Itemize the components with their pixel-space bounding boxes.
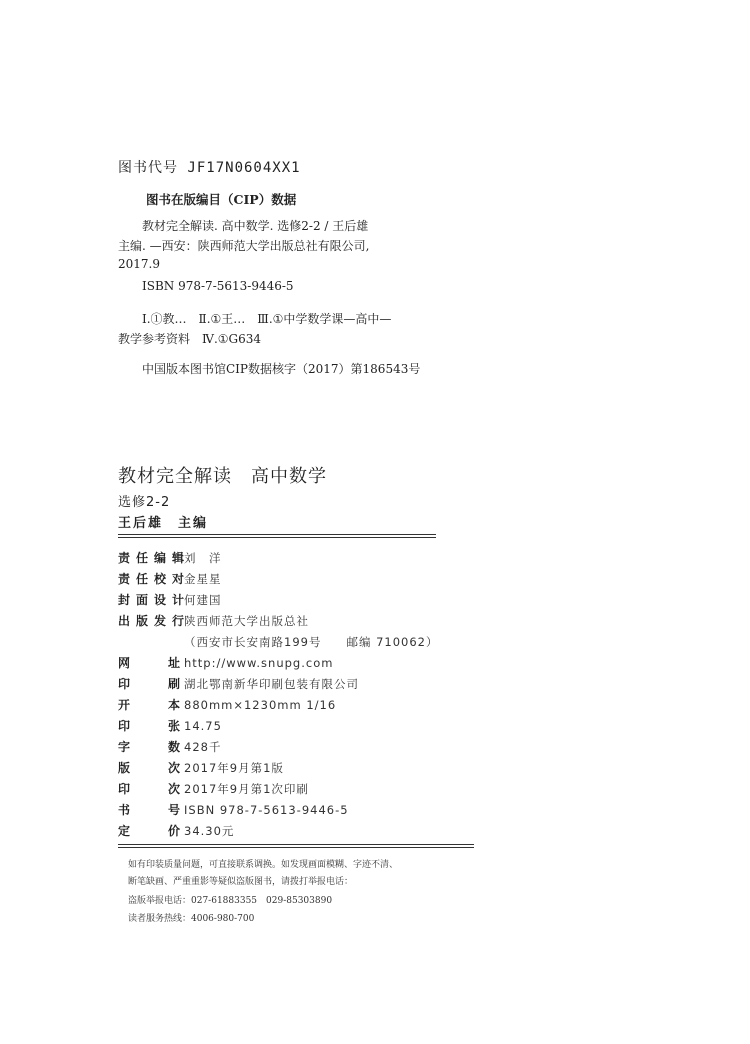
cip-line: 中国版本图书馆CIP数据核字（2017）第186543号 xyxy=(118,362,421,376)
info-label-char: 封 xyxy=(118,593,131,607)
info-label-char: 数 xyxy=(167,740,180,754)
info-value: 金星星 xyxy=(184,571,222,586)
info-value: 14.75 xyxy=(184,718,222,733)
book-subtitle: 选修2-2 xyxy=(118,495,171,510)
info-row xyxy=(118,673,439,694)
info-label-char: 网 xyxy=(118,656,131,670)
notice-line: 断笔缺画、严重重影等疑似盗版图书，请拨打举报电话： xyxy=(128,877,354,887)
info-label xyxy=(118,612,184,629)
book-editor: 王后雄 主编 xyxy=(118,516,209,531)
publication-info-table xyxy=(118,547,439,841)
info-value: 34.30元 xyxy=(184,823,235,838)
info-label xyxy=(118,549,184,566)
info-label-char: 定 xyxy=(118,824,131,838)
info-value: 湖北鄂南新华印刷包装有限公司 xyxy=(184,676,359,691)
info-label-char: 面 xyxy=(135,593,148,607)
info-label-char: 任 xyxy=(135,572,148,586)
info-label-char: 设 xyxy=(153,593,166,607)
info-label-char: 发 xyxy=(153,614,166,628)
info-row xyxy=(118,547,439,568)
info-row xyxy=(118,631,439,652)
info-label xyxy=(118,654,184,671)
cip-line: 教学参考资料 Ⅳ.①G634 xyxy=(118,332,262,346)
info-label xyxy=(118,738,184,755)
info-label-char: 行 xyxy=(171,614,184,628)
info-label xyxy=(118,696,184,713)
cip-heading: 图书在版编目（CIP）数据 xyxy=(146,192,297,207)
info-value: 何建国 xyxy=(184,592,222,607)
info-label-char: 版 xyxy=(118,761,131,775)
info-label-char: 书 xyxy=(118,803,131,817)
info-row xyxy=(118,568,439,589)
book-title: 教材完全解读 高中数学 xyxy=(118,466,327,487)
info-label-char: 责 xyxy=(118,572,131,586)
info-label-char: 字 xyxy=(118,740,131,754)
info-row xyxy=(118,610,439,631)
info-value: 陕西师范大学出版总社 xyxy=(184,613,309,628)
info-label xyxy=(118,675,184,692)
info-label xyxy=(118,591,184,608)
info-row xyxy=(118,757,439,778)
info-label xyxy=(118,822,184,839)
info-label-char: 址 xyxy=(167,656,180,670)
info-label xyxy=(118,801,184,818)
info-value: （西安市长安南路199号 邮编 710062） xyxy=(184,634,439,649)
info-label-char: 次 xyxy=(167,782,180,796)
info-row xyxy=(118,778,439,799)
info-label-char: 版 xyxy=(135,614,148,628)
cip-line: ISBN 978-7-5613-9446-5 xyxy=(118,279,294,293)
info-label-char: 对 xyxy=(171,572,184,586)
info-label-char: 辑 xyxy=(171,551,184,565)
info-label-char: 印 xyxy=(118,782,131,796)
info-value: ISBN 978-7-5613-9446-5 xyxy=(184,802,349,817)
info-value: 2017年9月第1次印刷 xyxy=(184,781,309,796)
info-label-char: 开 xyxy=(118,698,131,712)
info-label-char: 印 xyxy=(118,719,131,733)
cip-line: 2017.9 xyxy=(118,257,160,271)
info-label-char: 责 xyxy=(118,551,131,565)
info-label xyxy=(118,780,184,797)
info-row xyxy=(118,799,439,820)
divider xyxy=(118,844,474,845)
info-label-char: 印 xyxy=(118,677,131,691)
info-label-char: 本 xyxy=(167,698,180,712)
info-label xyxy=(118,570,184,587)
info-label-char: 次 xyxy=(167,761,180,775)
info-label-char: 张 xyxy=(167,719,180,733)
cip-line: Ⅰ.①教… Ⅱ.①王… Ⅲ.①中学数学课—高中— xyxy=(118,312,392,326)
notice-line: 如有印装质量问题，可直接联系调换。如发现画面模糊、字迹不清、 xyxy=(128,860,399,870)
info-row xyxy=(118,652,439,673)
info-value: 428千 xyxy=(184,739,222,754)
info-row xyxy=(118,715,439,736)
divider xyxy=(118,534,436,535)
info-label-char: 价 xyxy=(167,824,180,838)
info-row xyxy=(118,820,439,841)
cip-line: 主编. —西安：陕西师范大学出版总社有限公司, xyxy=(118,239,370,253)
info-value: 2017年9月第1版 xyxy=(184,760,284,775)
info-label-char: 校 xyxy=(153,572,166,586)
info-value: 880mm×1230mm 1/16 xyxy=(184,697,337,712)
info-row xyxy=(118,589,439,610)
info-value: http://www.snupg.com xyxy=(184,655,334,670)
info-label-char: 编 xyxy=(153,551,166,565)
book-code: 图书代号 JF17N0604XX1 xyxy=(118,160,301,176)
info-label-char: 号 xyxy=(167,803,180,817)
info-value: 刘 洋 xyxy=(184,550,222,565)
info-label xyxy=(118,717,184,734)
notice-line: 盗版举报电话：027-61883355 029-85303890 xyxy=(128,896,333,906)
info-label-char: 出 xyxy=(118,614,131,628)
notice-line: 读者服务热线：4006-980-700 xyxy=(128,914,255,924)
divider xyxy=(118,847,474,848)
info-row xyxy=(118,694,439,715)
info-label xyxy=(118,759,184,776)
info-row xyxy=(118,736,439,757)
divider xyxy=(118,537,436,538)
info-label-char: 计 xyxy=(171,593,184,607)
info-label-char: 刷 xyxy=(167,677,180,691)
info-label-char: 任 xyxy=(135,551,148,565)
cip-line: 教材完全解读. 高中数学. 选修2-2 / 王后雄 xyxy=(118,219,369,233)
